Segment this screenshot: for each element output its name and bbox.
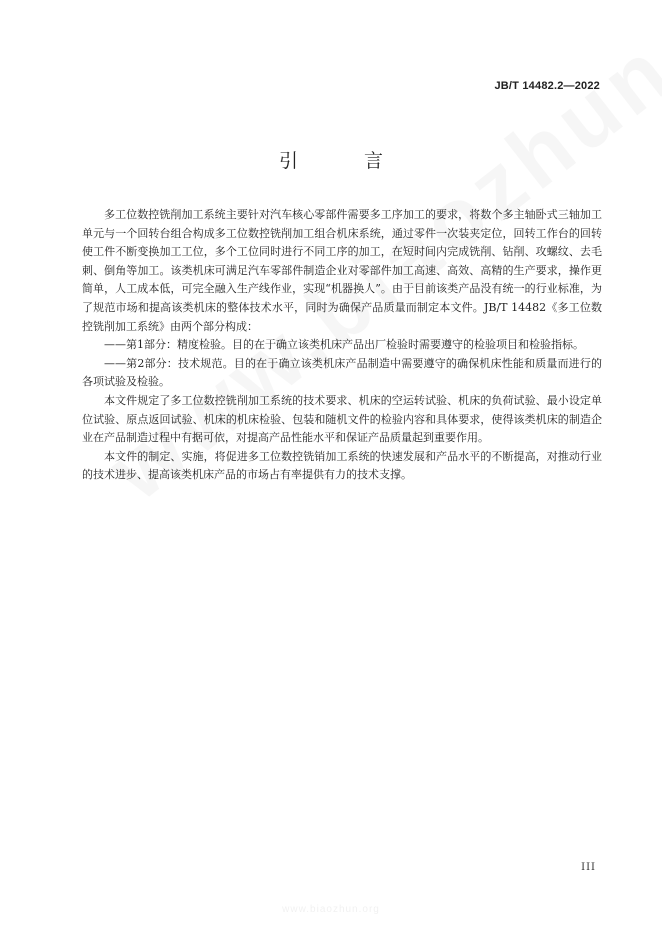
paragraph-impact: 本文件的制定、实施，将促进多工位数控铣销加工系统的快速发展和产品水平的不断提高，对推动行业的技术进步、提高该类机床产品的市场占有率提供有力的技术支撑。 [82,449,602,482]
page-title: 引 言 [278,150,414,172]
paragraph-part-1: ——第1部分：精度检验。目的在于确立该类机床产品出厂检验时需要遵守的检验项目和检验指标。 [104,338,584,352]
standard-code: JB/T 14482.2—2022 [494,80,600,92]
paragraph-intro: 多工位数控铣削加工系统主要针对汽车核心零部件需要多工序加工的要求，将数个多主轴卧式三轴加工单元与一个回转台组合构成多工位数控铣削加工组合机床系统，通过零件一次装夹定位，回转工作台的回转使工件不断变换加工工位，多个工位同时进行不同工序的加工，在短时间内完成铣削、钻削、攻螺纹、去毛刺、倒角等加工。该类机床可满足汽车零部件制造企业对零部件加工高速、高效、高精的生产要求，操作更简单，人工成本低，可完全融入生产线作业，实现“机器换人”。由于目前该类产品没有统一的行业标准，为了规范市场和提高该类机床的整体技术水平，同时为确保产品质量而制定本文件。JB/T 14482《多工位数控铣削加工系统》由两个部分构成： [82,208,602,333]
body-text [82,206,602,485]
paragraph-part-2: ——第2部分：技术规范。目的在于确立该类机床产品制造中需要遵守的确保机床性能和质量而进行的各项试验及检验。 [82,356,602,389]
footer-watermark: www.biaozhun.org [282,904,380,915]
page-number: III [581,862,596,873]
paragraph-scope: 本文件规定了多工位数控铣削加工系统的技术要求、机床的空运转试验、机床的负荷试验、最小设定单位试验、原点返回试验、机床的机床检验、包装和随机文件的检验内容和具体要求，使得该类机床的制造企业在产品制造过程中有据可依，对提高产品性能水平和保证产品质量起到重要作用。 [82,393,602,445]
